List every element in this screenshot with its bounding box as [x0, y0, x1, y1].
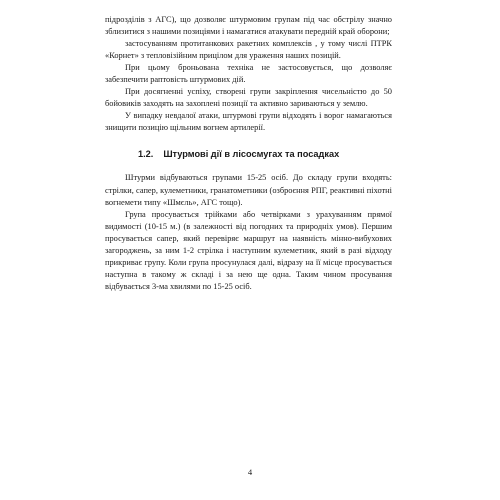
section-number: 1.2.	[138, 149, 154, 160]
text-column	[105, 14, 392, 293]
paragraph-3: При цьому броньована техніка не застосовується, що дозволяє забезпечити раптовість штурмових дій.	[105, 63, 392, 85]
paragraph-7: Група просувається трійками або четвірками з урахуванням прямої видимості (10-15 м.) (в залежності від погодних та природніх умов). Першим просувається сапер, який перевіряє маршрут на наявність мінно-вибухових загороджень, за ним 1-2 стрілка і наступним кулеметник, який в разі відходу прикриває групу. Коли група просунулася далі, відразу на її місце просувається наступна в такому ж складі і за нею ще одна. Таким чином просування відбувається 3-ма хвилями по 15-25 осіб.	[105, 209, 392, 291]
page-number: 4	[247, 467, 253, 477]
section-heading	[138, 148, 392, 160]
paragraph-5: У випадку невдалої атаки, штурмові групи відходять і ворог намагаються знищити позицію щільним вогнем артилерії.	[105, 111, 392, 133]
paragraph-6: Штурми відбуваються групами 15-25 осіб. До складу групи входять: стрілки, сапер, кулеметники, гранатометники (озброєння РПГ, реактивні піхотні вогнемети типу «Шмєль», АГС тощо).	[105, 173, 392, 207]
paragraph-4: При досягненні успіху, створені групи закріплення чисельністю до 50 бойовиків заходять на захоплені позиції та активно зариваються у землю.	[105, 87, 392, 109]
section-title: Штурмові дії в лісосмугах та посадках	[163, 149, 340, 160]
paragraph-1: підрозділів з АГС), що дозволяє штурмовим групам під час обстрілу значно зблизитися з нашими позиціями і намагатися атакувати передній край оборони;	[105, 15, 392, 37]
paragraph-2: застосуванням протитанкових ракетних комплексів , у тому числі ПТРК «Корнет» з тепловізійним прицілом для ураження наших позицій.	[105, 39, 392, 61]
